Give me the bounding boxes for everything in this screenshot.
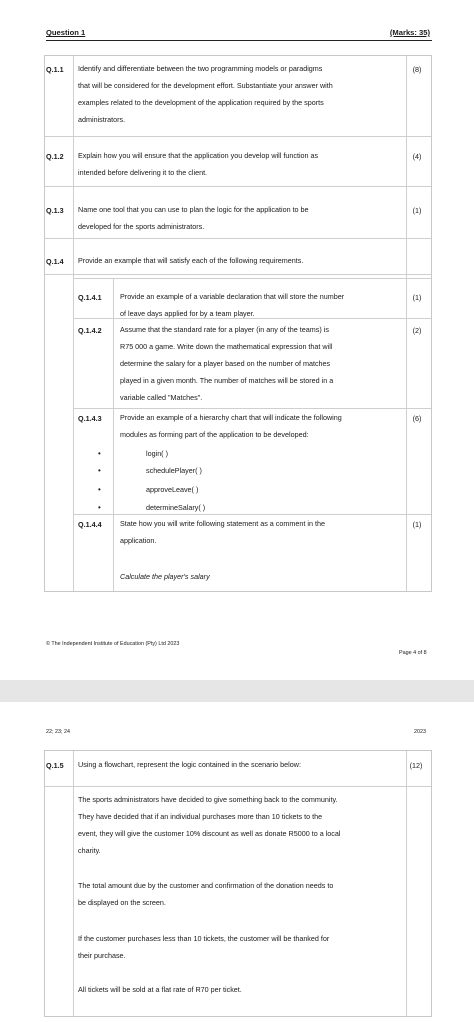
q1-2-text: Explain how you will ensure that the application you develop will function as intended before delivering it to the client. — [78, 151, 319, 177]
q1-5-number: Q.1.5 — [46, 761, 64, 770]
page-reference: 22; 23; 24 — [46, 729, 70, 735]
q1-4-3-text: Provide an example of a hierarchy chart that will indicate the following modules as forming part of the application to be developed: — [120, 413, 342, 439]
q1-5-scenario-paragraph-1: The sports administrators have decided to give something back to the community. They have decided that if an individual purchases more than 10 tickets to the event, they will give the customer 10% discount as well as donate R5000 to a local charity. — [78, 795, 341, 855]
q1-4-4-number: Q.1.4.4 — [78, 520, 102, 529]
bullet-schedule-player: • schedulePlayer( ) — [146, 466, 202, 475]
q1-3-text: Name one tool that you can use to plan the logic for the application to be developed for the sports administrators. — [78, 205, 309, 231]
q1-4-number: Q.1.4 — [46, 257, 64, 266]
q1-4-1-number: Q.1.4.1 — [78, 293, 102, 302]
q1-4-3-marks: (6) — [412, 414, 422, 423]
q1-4-2-number: Q.1.4.2 — [78, 326, 102, 335]
q1-1-number: Q.1.1 — [46, 65, 64, 74]
q1-4-text: Provide an example that will satisfy each of the following requirements. — [78, 256, 304, 265]
page-number: Page 4 of 8 — [399, 650, 427, 656]
q1-3-marks: (1) — [412, 206, 422, 215]
q1-5-marks: (12) — [409, 761, 423, 770]
q1-4-1-text: Provide an example of a variable declaration that will store the number of leave days applied for by a team player. — [120, 292, 345, 318]
q1-5-scenario-paragraph-4: All tickets will be sold at a flat rate of R70 per ticket. — [78, 985, 242, 994]
q1-3-number: Q.1.3 — [46, 206, 64, 215]
q1-1-marks: (8) — [412, 65, 422, 74]
page-separator — [0, 680, 474, 702]
q1-4-1-marks: (1) — [412, 293, 422, 302]
q1-5-scenario-paragraph-2: The total amount due by the customer and confirmation of the donation needs to be displayed on the screen. — [78, 881, 334, 907]
q1-4-4-marks: (1) — [412, 520, 422, 529]
question-header — [46, 28, 432, 41]
q1-4-2-marks: (2) — [412, 326, 422, 335]
bullet-determine-salary: • determineSalary( ) — [146, 503, 205, 512]
q1-4-3-number: Q.1.4.3 — [78, 414, 102, 423]
q1-5-question: Using a flowchart, represent the logic contained in the scenario below: — [78, 760, 301, 769]
q1-2-marks: (4) — [412, 152, 422, 161]
exam-page-5 — [0, 702, 474, 1023]
copyright-footer: © The Independent Institute of Education (Pty) Ltd 2023 — [46, 641, 180, 647]
q1-4-4-text: State how you will write following statement as a comment in the application. — [120, 519, 325, 545]
q1-2-number: Q.1.2 — [46, 152, 64, 161]
q1-4-4-statement: Calculate the player's salary — [120, 572, 210, 581]
bullet-approve-leave: • approveLeave( ) — [146, 485, 198, 494]
page-year: 2023 — [414, 729, 426, 735]
q1-1-text: Identify and differentiate between the two programming models or paradigms that will be considered for the development effort. Substantiate your answer with examples related to the development of the application required by the sports administrators. — [78, 64, 333, 124]
q1-4-2-text: Assume that the standard rate for a player (in any of the teams) is R75 000 a game. Write down the mathematical expression that will determine the salary for a player based on the number of matches played in a given month. The number of matches will be stored in a variable called "Matches". — [120, 325, 334, 402]
q1-5-scenario-paragraph-3: If the customer purchases less than 10 tickets, the customer will be thanked for their purchase. — [78, 934, 330, 960]
question-title: Question 1 — [46, 28, 86, 37]
question-marks: (Marks: 35) — [389, 28, 430, 37]
bullet-login: • login( ) — [146, 449, 168, 458]
